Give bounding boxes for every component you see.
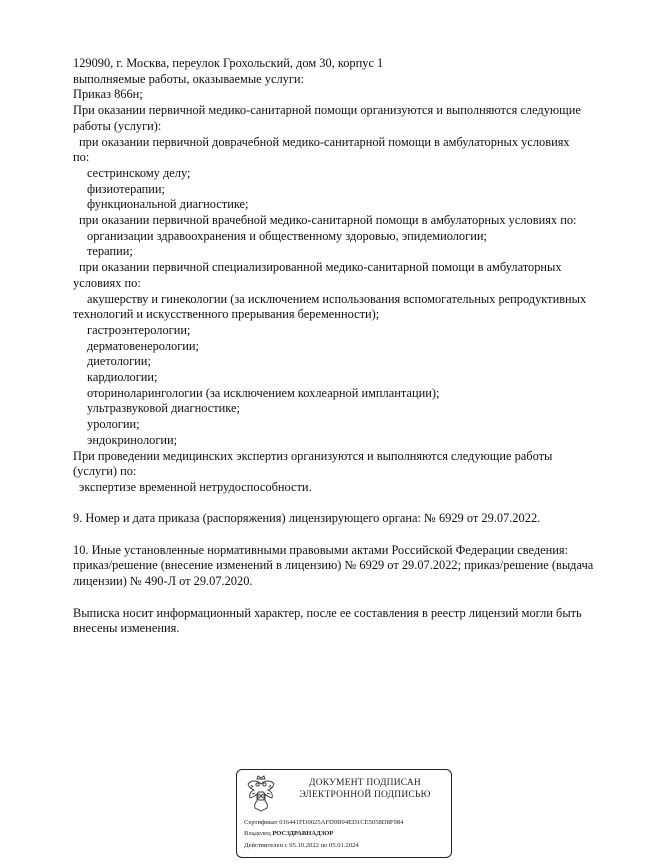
text-line: При оказании первичной медико-санитарной помощи организуются и выполняются следующие <box>73 103 581 118</box>
text-line: экспертизе временной нетрудоспособности. <box>79 479 312 494</box>
text-line: терапии; <box>87 244 133 259</box>
stamp-title-line-1: ДОКУМЕНТ ПОДПИСАН <box>309 778 421 788</box>
text-line: гастроэнтерологии; <box>87 322 191 337</box>
text-line: эндокринологии; <box>87 432 178 447</box>
text-line: кардиологии; <box>87 370 158 385</box>
text-line: урологии; <box>87 417 140 432</box>
blank-line <box>73 527 618 543</box>
text-line: 129090, г. Москва, переулок Грохольский, дом 30, корпус 1 <box>73 56 384 70</box>
text-line: по: <box>73 150 90 165</box>
text-line: При проведении медицинских экспертиз организуются и выполняются следующие работы <box>73 448 553 463</box>
owner-row <box>244 830 333 838</box>
text-line: 9. Номер и дата приказа (распоряжения) лицензирующего органа: № 6929 от 29.07.2022. <box>73 511 541 526</box>
owner-label: Владелец <box>244 830 271 837</box>
blank-line <box>73 590 618 606</box>
electronic-signature-stamp <box>236 769 452 858</box>
text-line: Выписка носит информационный характер, после ее составления в реестр лицензий могли быть <box>73 605 582 620</box>
text-line: ультразвуковой диагностике; <box>87 401 240 416</box>
text-line: при оказании первичной специализированной медико-санитарной помощи в амбулаторных <box>79 260 562 275</box>
text-line: работы (услуги): <box>73 118 162 133</box>
text-line: организации здравоохранения и общественному здоровью, эпидемиологии; <box>87 228 487 243</box>
text-line: акушерству и гинекологии (за исключением использования вспомогательных репродуктивных <box>87 291 587 306</box>
certificate-label: Сертификат <box>244 819 278 826</box>
text-line: выполняемые работы, оказываемые услуги: <box>73 71 305 86</box>
text-line: (услуги) по: <box>73 464 137 479</box>
text-line: при оказании первичной доврачебной медико-санитарной помощи в амбулаторных условиях <box>79 134 570 149</box>
text-line: приказ/решение (внесение изменений в лицензию) № 6929 от 29.07.2022; приказ/решение (выдача <box>73 558 594 573</box>
text-line: при оказании первичной врачебной медико-санитарной помощи в амбулаторных условиях по: <box>79 213 577 228</box>
text-line: Приказ 866н; <box>73 87 143 102</box>
text-line: физиотерапии; <box>87 181 165 196</box>
certificate-number: 016441FD0025AFD9B94ED1CE5058D8F984 <box>279 819 404 826</box>
stamp-title-line-2: ЭЛЕКТРОННОЙ ПОДПИСЬЮ <box>299 790 431 800</box>
document-body <box>73 56 618 637</box>
text-line: условиях по: <box>73 275 141 290</box>
text-line: диетологии; <box>87 354 151 369</box>
text-line: дерматовенерологии; <box>87 338 199 353</box>
validity-row: Действителен с 05.10.2022 по 05.01.2024 <box>244 842 359 849</box>
stamp-title <box>281 777 449 801</box>
text-line: 10. Иные установленные нормативными правовыми актами Российской Федерации сведения: <box>73 542 569 557</box>
certificate-row <box>244 819 403 827</box>
text-line: сестринскому делу; <box>87 165 191 180</box>
owner-name: РОСЗДРАВНАДЗОР <box>272 830 334 837</box>
blank-line <box>73 496 618 512</box>
text-line: технологий и искусственного прерывания беременности); <box>73 307 380 322</box>
text-line: лицензии) № 490-Л от 29.07.2020. <box>73 574 253 589</box>
text-line: внесены изменения. <box>73 621 180 636</box>
coat-of-arms-icon <box>245 775 277 813</box>
text-line: функциональной диагностике; <box>87 197 249 212</box>
text-line: оториноларингологии (за исключением кохлеарной имплантации); <box>87 385 440 400</box>
